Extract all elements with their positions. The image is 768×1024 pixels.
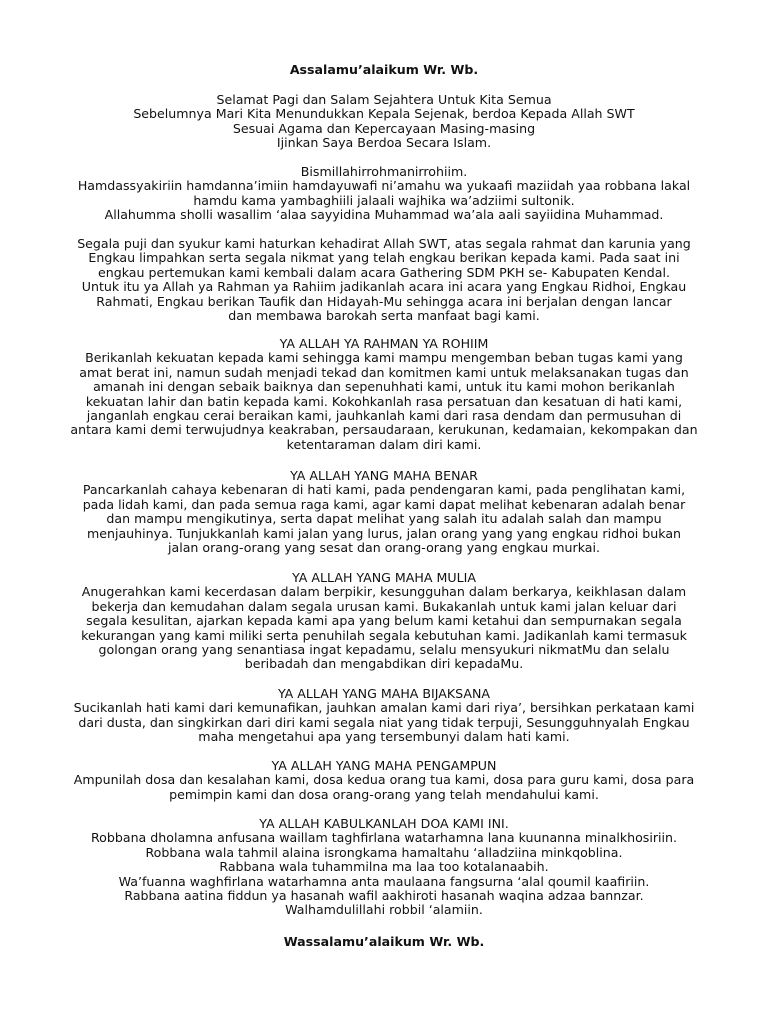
section-line: golongan orang yang senantiasa ingat kepadamu, selalu mensyukuri nikmatMu dan selalu <box>98 642 670 658</box>
section-line: beribadah dan mengabdikan diri kepadaMu. <box>244 656 524 672</box>
section-line: bekerja dan kemudahan dalam segala urusan kami. Bukakanlah untuk kami jalan keluar dari <box>91 598 677 614</box>
section-maha-pengampun <box>40 759 728 802</box>
section-heading: YA ALLAH YANG MAHA MULIA <box>292 570 476 585</box>
closing-salam <box>40 935 728 949</box>
section-line: kekurangan yang kami miliki serta penuhilah segala kebutuhan kami. Jadikanlah kami termasuk <box>81 627 687 643</box>
praise-line: engkau pertemukan kami kembali dalam acara Gathering SDM PKH se- Kabupaten Kendal. <box>98 264 670 280</box>
section-ya-rahman <box>40 337 728 452</box>
section-heading: YA ALLAH KABULKANLAH DOA KAMI INI. <box>259 816 509 831</box>
section-line: Sucikanlah hati kami dari kemunafikan, jauhkan amalan kami dari riya’, bersihkan perkataan kami <box>73 700 695 716</box>
section-line: Rabbana aatina fiddun ya hasanah wafil aakhiroti hasanah waqina adzaa bannzar. <box>124 888 644 904</box>
praise-line: dan membawa barokah serta manfaat bagi kami. <box>228 308 540 324</box>
section-maha-bijaksana <box>40 687 728 745</box>
section-line: dari dusta, dan singkirkan dari diri kami segala niat yang tidak terpuji, Sesungguhnyalah Engkau <box>78 714 690 730</box>
basmalah-line: Bismillahirrohmanirrohiim. <box>300 164 468 179</box>
praise-line: Rahmati, Engkau berikan Taufik dan Hidayah-Mu sehingga acara ini berjalan dengan lancar <box>96 293 672 309</box>
section-line: Wa’fuanna waghfirlana watarhamna anta maulaana fangsurna ‘alal qoumil kaafiriin. <box>118 873 650 889</box>
greeting-line: Sebelumnya Mari Kita Menundukkan Kepala Sejenak, berdoa Kepada Allah SWT <box>133 106 635 122</box>
section-line: jalan orang-orang yang sesat dan orang-orang yang engkau murkai. <box>167 540 601 556</box>
section-line: Ampunilah dosa dan kesalahan kami, dosa kedua orang tua kami, dosa para guru kami, dosa para <box>73 772 695 788</box>
section-heading: YA ALLAH YA RAHMAN YA ROHIIM <box>279 336 489 351</box>
section-line: kekuatan lahir dan batin kepada kami. Kokohkanlah rasa persatuan dan kesatuan di hati kami, <box>85 393 683 409</box>
section-heading: YA ALLAH YANG MAHA PENGAMPUN <box>271 758 497 773</box>
praise-line: Engkau limpahkan serta segala nikmat yang telah engkau berikan kepada kami. Pada saat ini <box>88 250 680 266</box>
section-line: amat berat ini, namun sudah menjadi tekad dan komitmen kami untuk melaksanakan tugas dan <box>79 364 689 380</box>
section-heading: YA ALLAH YANG MAHA BIJAKSANA <box>277 686 491 701</box>
section-kabulkanlah-doa <box>40 817 728 918</box>
section-line: Walhamdulillahi robbil ‘alamiin. <box>285 902 483 918</box>
greeting-paragraph <box>40 93 728 151</box>
section-line: maha mengetahui apa yang tersembunyi dalam hati kami. <box>198 729 570 745</box>
basmalah-line: hamdu kama yambaghiili jalaali wajhika wa’adziimi sultonik. <box>193 192 575 208</box>
section-line: janganlah engkau cerai beraikan kami, jauhkanlah kami dari rasa dendam dan permusuhan di <box>86 408 682 424</box>
opening-salam <box>40 63 728 77</box>
greeting-line: Sesuai Agama dan Kepercayaan Masing-masing <box>232 120 536 136</box>
section-line: antara kami demi terwujudnya keakraban, persaudaraan, kerukunan, kedamaian, kekompakan dan <box>70 422 698 438</box>
section-line: menjauhinya. Tunjukkanlah kami jalan yang lurus, jalan orang yang yang engkau ridhoi bukan <box>86 525 682 541</box>
section-line: ketentaraman dalam diri kami. <box>286 436 482 452</box>
section-line: pada lidah kami, dan pada semua raga kami, agar kami dapat melihat kebenaran adalah benar <box>82 496 686 512</box>
section-line: segala kesulitan, ajarkan kepada kami apa yang belum kami ketahui dan sempurnakan segala <box>86 613 682 629</box>
greeting-line: Ijinkan Saya Berdoa Secara Islam. <box>276 135 492 151</box>
basmalah-line: Allahumma sholli wasallim ‘alaa sayyidina Muhammad wa’ala aali sayiidina Muhammad. <box>104 207 664 223</box>
section-line: Anugerahkan kami kecerdasan dalam berpikir, kesungguhan dalam berkarya, keikhlasan dalam <box>81 584 687 600</box>
basmalah-line: Hamdassyakiriin hamdanna’imiin hamdayuwafi ni’amahu wa yukaafi maziidah yaa robbana lakal <box>77 178 691 194</box>
closing-salam-text: Wassalamu’alaikum Wr. Wb. <box>283 934 485 949</box>
section-maha-mulia <box>40 571 728 672</box>
praise-paragraph <box>40 237 728 323</box>
section-line: pemimpin kami dan dosa orang-orang yang telah mendahului kami. <box>169 786 599 802</box>
section-line: Berikanlah kekuatan kepada kami sehingga kami mampu mengemban beban tugas kami yang <box>85 350 683 366</box>
section-line: Rabbana wala tuhammilna ma laa too kotalanaabih. <box>219 859 549 875</box>
praise-line: Untuk itu ya Allah ya Rahman ya Rahiim jadikanlah acara ini acara yang Engkau Ridhoi, Engkau <box>81 279 687 295</box>
section-maha-benar <box>40 469 728 555</box>
greeting-line: Selamat Pagi dan Salam Sejahtera Untuk Kita Semua <box>216 92 552 107</box>
section-line: amanah ini dengan sebaik baiknya dan sepenuhhati kami, untuk itu kami mohon berikanlah <box>93 379 675 395</box>
opening-salam-text: Assalamu’alaikum Wr. Wb. <box>289 62 479 77</box>
praise-line: Segala puji dan syukur kami haturkan kehadirat Allah SWT, atas segala rahmat dan karunia yang <box>77 236 691 251</box>
section-line: Robbana dholamna anfusana waillam taghfirlana watarhamna lana kuunanna minalkhosiriin. <box>90 830 678 846</box>
basmalah-paragraph <box>40 165 728 223</box>
section-line: Robbana wala tahmil alaina isrongkama hamaltahu ‘alladziina minkqoblina. <box>145 844 623 860</box>
section-line: dan mampu mengikutinya, serta dapat melihat yang salah itu adalah salah dan mampu <box>106 511 662 527</box>
section-line: Pancarkanlah cahaya kebenaran di hati kami, pada pendengaran kami, pada penglihatan kami, <box>82 482 686 498</box>
section-heading: YA ALLAH YANG MAHA BENAR <box>290 468 478 483</box>
